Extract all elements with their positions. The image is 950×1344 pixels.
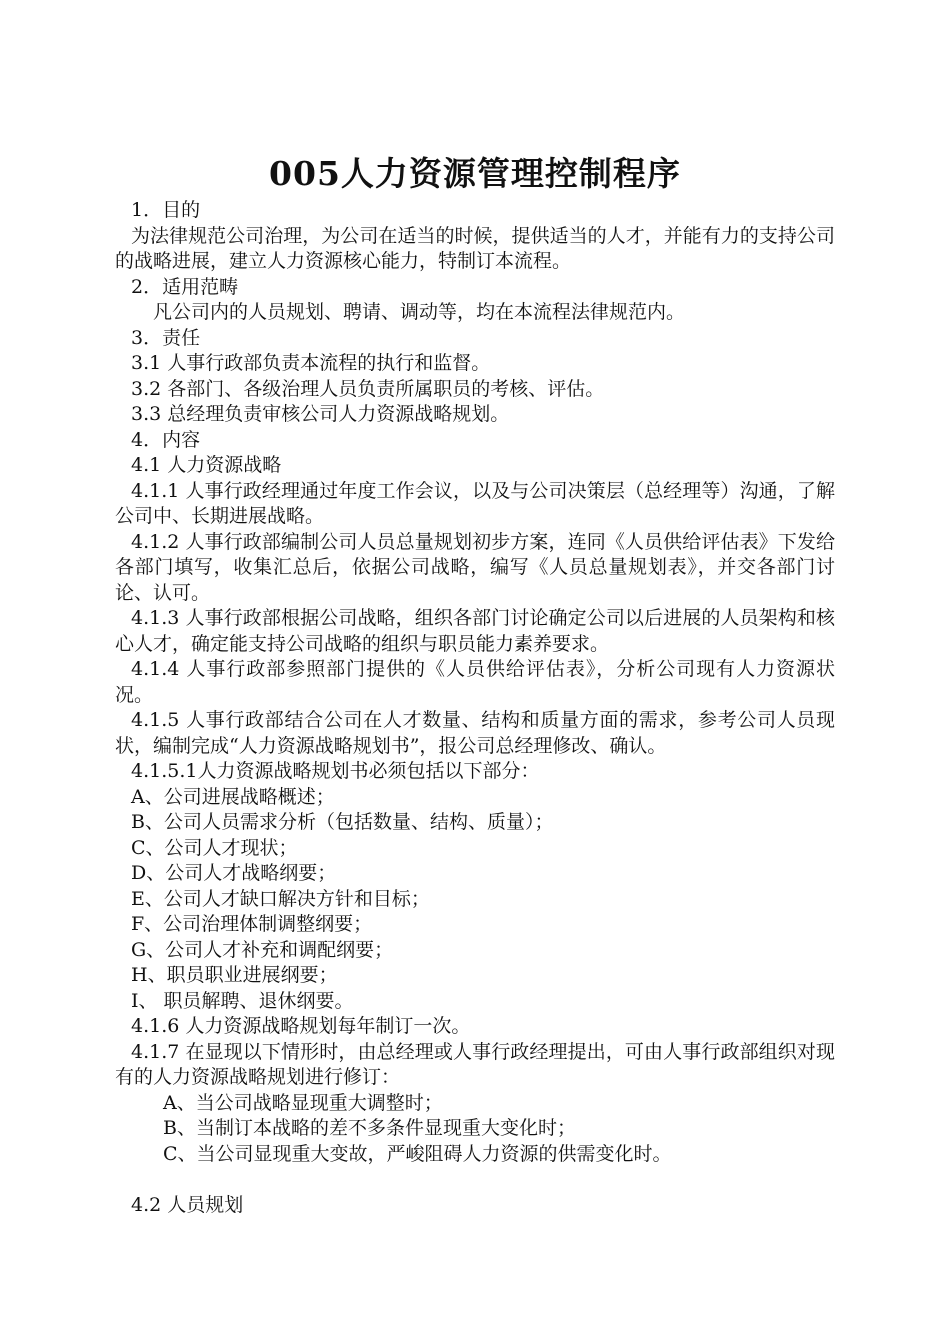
paragraph-4-1-4: 4.1.4 人事行政部参照部门提供的《人员供给评估表》，分析公司现有人力资源状况。 — [115, 658, 835, 706]
section-heading-purpose: 1．目的 — [131, 199, 201, 221]
list-item-h: H、职员职业进展纲要； — [131, 964, 338, 986]
paragraph-4-1-7: 4.1.7 在显现以下情形时，由总经理或人事行政经理提出，可由人事行政部组织对现有的人力资源战略规划进行修订： — [115, 1040, 835, 1088]
paragraph-scope: 凡公司内的人员规划、聘请、调动等，均在本流程法律规范内。 — [153, 301, 686, 323]
section-heading-responsibility: 3．责任 — [131, 326, 201, 349]
paragraph-4-1-3: 4.1.3 人事行政部根据公司战略，组织各部门讨论确定公司以后进展的人员架构和核心人才，确定能支持公司战略的组织与职员能力素养要求。 — [115, 607, 835, 655]
paragraph-3-1: 3.1 人事行政部负责本流程的执行和监督。 — [131, 352, 491, 374]
list-item-g: G、公司人才补充和调配纲要； — [131, 938, 394, 961]
section-heading-scope: 2．适用范畴 — [131, 275, 239, 298]
document-body — [115, 198, 835, 1218]
subsection-heading-4-1: 4.1 人力资源战略 — [131, 454, 282, 476]
list-item-i: I、 职员解聘、退休纲要。 — [131, 989, 354, 1012]
paragraph-4-1-2: 4.1.2 人事行政部编制公司人员总量规划初步方案，连同《人员供给评估表》下发给各部门填写，收集汇总后，依据公司战略，编写《人员总量规划表》，并交各部门讨论、认可。 — [115, 530, 835, 604]
paragraph-4-1-6: 4.1.6 人力资源战略规划每年制订一次。 — [131, 1015, 471, 1037]
subsection-heading-4-2: 4.2 人员规划 — [131, 1193, 244, 1216]
list-item-f: F、公司治理体制调整纲要； — [131, 913, 373, 935]
list-item-d: D、公司人才战略纲要； — [131, 862, 337, 884]
list-item-e: E、公司人才缺口解决方针和目标； — [131, 887, 430, 910]
paragraph-4-1-5-1: 4.1.5.1人力资源战略规划书必须包括以下部分： — [131, 760, 540, 782]
document-title: 005人力资源管理控制程序 — [269, 154, 681, 193]
section-heading-content: 4．内容 — [131, 428, 201, 451]
paragraph-purpose: 为法律规范公司治理，为公司在适当的时候，提供适当的人才，并能有力的支持公司的战略进展，建立人力资源核心能力，特制订本流程。 — [115, 224, 835, 272]
paragraph-3-3: 3.3 总经理负责审核公司人力资源战略规划。 — [131, 403, 510, 425]
paragraph-4-1-5: 4.1.5 人事行政部结合公司在人才数量、结构和质量方面的需求，参考公司人员现状，编制完成“人力资源战略规划书”，报公司总经理修改、确认。 — [115, 709, 835, 757]
paragraph-4-1-1: 4.1.1 人事行政经理通过年度工作会议，以及与公司决策层（总经理等）沟通，了解公司中、长期进展战略。 — [115, 479, 835, 527]
list-item-b: B、公司人员需求分析（包括数量、结构、质量）； — [131, 811, 554, 833]
revision-item-c: C、当公司显现重大变故，严峻阻碍人力资源的供需变化时。 — [163, 1142, 672, 1165]
list-item-a: A、公司进展战略概述； — [131, 785, 335, 808]
paragraph-3-2: 3.2 各部门、各级治理人员负责所属职员的考核、评估。 — [131, 377, 605, 400]
blank-line — [115, 1167, 835, 1193]
revision-item-b: B、当制订本战略的差不多条件显现重大变化时； — [163, 1117, 576, 1139]
list-item-c: C、公司人才现状； — [131, 836, 298, 859]
revision-item-a: A、当公司战略显现重大调整时； — [163, 1091, 443, 1114]
